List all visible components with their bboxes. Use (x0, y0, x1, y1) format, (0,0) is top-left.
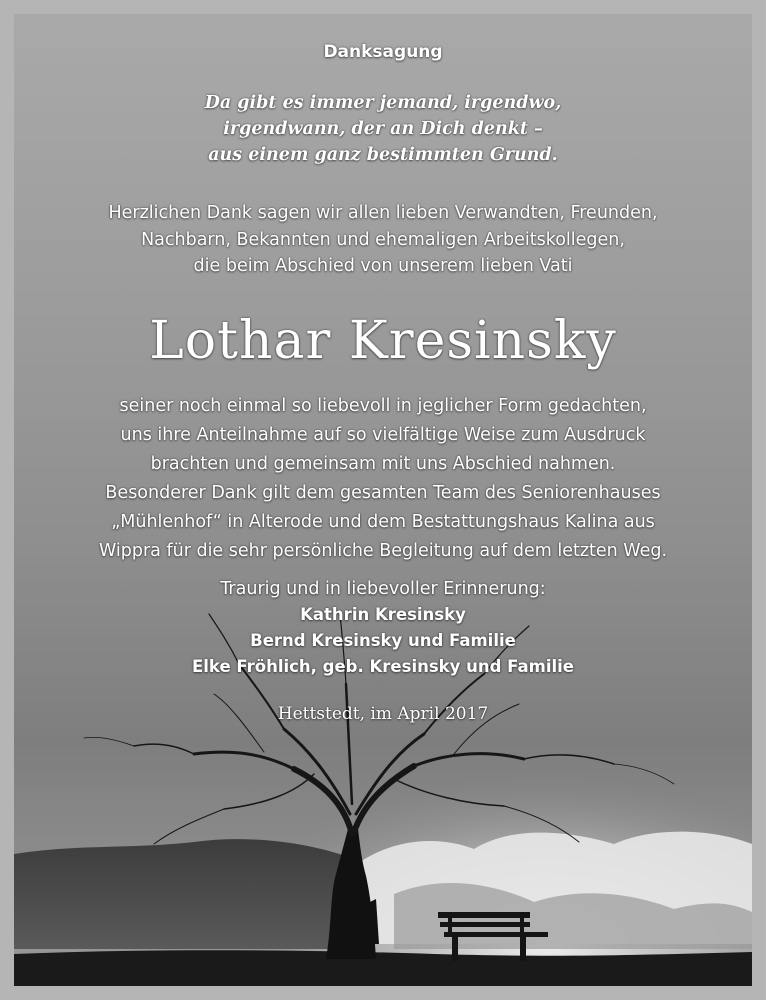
signatory: Kathrin Kresinsky (300, 605, 466, 624)
signatory: Elke Fröhlich, geb. Kresinsky und Familie (192, 657, 574, 676)
closing-block (14, 576, 752, 680)
deceased-name: Lothar Kresinsky (149, 311, 617, 371)
quote-line: aus einem ganz bestimmten Grund. (208, 145, 558, 165)
closing-line: Traurig und in liebevoller Erinnerung: (220, 579, 546, 599)
quote-line: Da gibt es immer jemand, irgendwo, (204, 93, 562, 113)
dark-cloud-band (14, 839, 354, 949)
quote-line: irgendwann, der an Dich denkt – (223, 119, 543, 139)
notice-heading: Danksagung (323, 42, 443, 62)
thanks-intro (14, 200, 752, 280)
intro-line: Herzlichen Dank sagen wir allen lieben Verwandten, Freunden, (108, 203, 658, 223)
body-line: Wippra für die sehr persönliche Begleitung auf dem letzten Weg. (98, 541, 668, 561)
notice-card (14, 14, 752, 986)
body-line: seiner noch einmal so liebevoll in jeglicher Form gedachten, (119, 396, 647, 416)
intro-line: die beim Abschied von unserem lieben Vati (193, 256, 573, 276)
body-line: brachten und gemeinsam mit uns Abschied nahmen. (150, 454, 616, 474)
body-line: „Mühlenhof“ in Alterode und dem Bestattungshaus Kalina aus (111, 512, 655, 532)
thanks-body (14, 392, 752, 566)
ground-silhouette (14, 950, 752, 986)
place-date: Hettstedt, im April 2017 (277, 704, 489, 724)
signatory: Bernd Kresinsky und Familie (250, 631, 516, 650)
memorial-quote (14, 90, 752, 168)
body-line: Besonderer Dank gilt dem gesamten Team des Seniorenhauses (105, 483, 661, 503)
body-line: uns ihre Anteilnahme auf so vielfältige Weise zum Ausdruck (120, 425, 646, 445)
intro-line: Nachbarn, Bekannten und ehemaligen Arbeitskollegen, (141, 229, 625, 250)
